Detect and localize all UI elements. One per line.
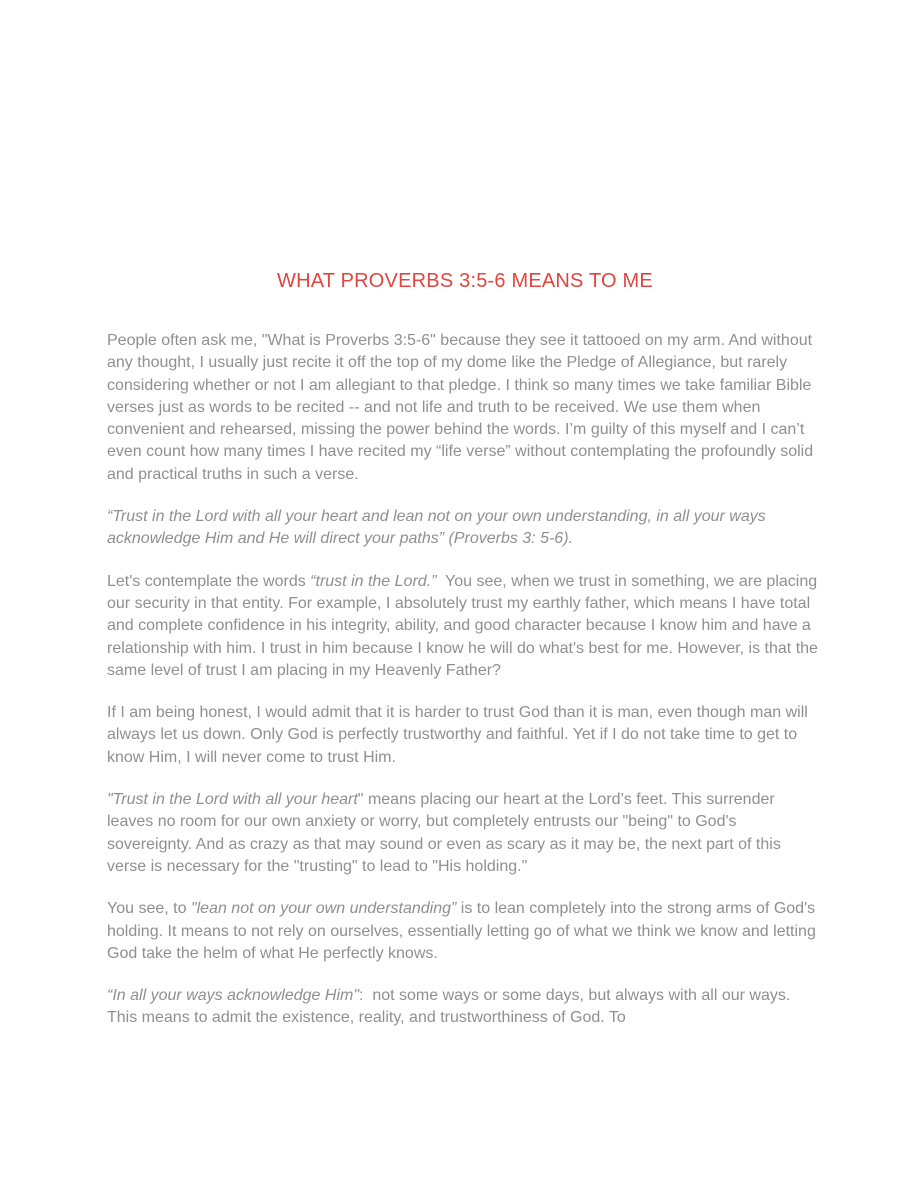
paragraph [107, 330, 823, 486]
paragraph [107, 571, 823, 682]
paragraph-text: People often ask me, "What is Proverbs 3:5-6" because they see it tattooed on my arm. And without any thought, I usually just recite it off the top of my dome like the Pledge of Allegiance, but rarely considering whether or not I am allegiant to that pledge. I think so many times we take familiar Bible verses just as words to be recited -- and not life and truth to be received. We use them when convenient and rehearsed, missing the power behind the words. I’m guilty of this myself and I can’t even count how many times I have recited my “life verse” without contemplating the profoundly solid and practical truths in such a verse. [107, 332, 818, 483]
scripture-quote-text: "Trust in the Lord with all your heart [107, 791, 358, 809]
scripture-quote-text: “In all your ways acknowledge Him" [107, 987, 359, 1005]
paragraph-text: If I am being honest, I would admit that it is harder to trust God than it is man, even though man will always let us down. Only God is perfectly trustworthy and faithful. Yet if I do not take time to get to know Him, I will never come to trust Him. [107, 704, 813, 766]
paragraph [107, 506, 823, 551]
paragraph-text: You see, when we trust in something, we are placing our security in that entity. For example, I absolutely trust my earthly father, which means I have total and complete confidence in his integrity, ability, and good character because I know him and have a relationship with him. I trust in him because I know he will do what's best for me. However, is that the same level of trust I am placing in my Heavenly Father? [107, 572, 823, 679]
paragraph-text: " means placing our heart at the Lord’s feet. This surrender leaves no room for our own anxiety or worry, but completely entrusts our "being" to God's sovereignty. And as crazy as that may sound or even as scary as it may be, the next part of this verse is necessary for the "trusting" to lead to "His holding." [107, 791, 786, 875]
paragraph-text: Let's contemplate the words [107, 572, 311, 590]
scripture-quote-text: “trust in the Lord.” [310, 572, 437, 590]
paragraph-text: is to lean completely into the strong arms of God's holding. It means to not rely on ourselves, essentially letting go of what we think we know and letting God take the helm of what He perfectly knows. [107, 900, 821, 962]
paragraph [107, 702, 823, 769]
paragraph [107, 985, 823, 1030]
paragraph-text: You see, to [107, 900, 191, 918]
page-title: WHAT PROVERBS 3:5-6 MEANS TO ME [277, 270, 653, 292]
paragraph-text: : not some ways or some days, but always with all our ways. This means to admit the existence, reality, and trustworthiness of God. To [107, 987, 795, 1027]
document-body [107, 330, 823, 1030]
paragraph [107, 898, 823, 965]
scripture-quote-text: "lean not on your own understanding” [190, 900, 457, 918]
paragraph [107, 789, 823, 878]
scripture-quote-text: “Trust in the Lord with all your heart and lean not on your own understanding, in all your ways acknowledge Him and He will direct your paths” (Proverbs 3: 5-6). [107, 508, 771, 548]
